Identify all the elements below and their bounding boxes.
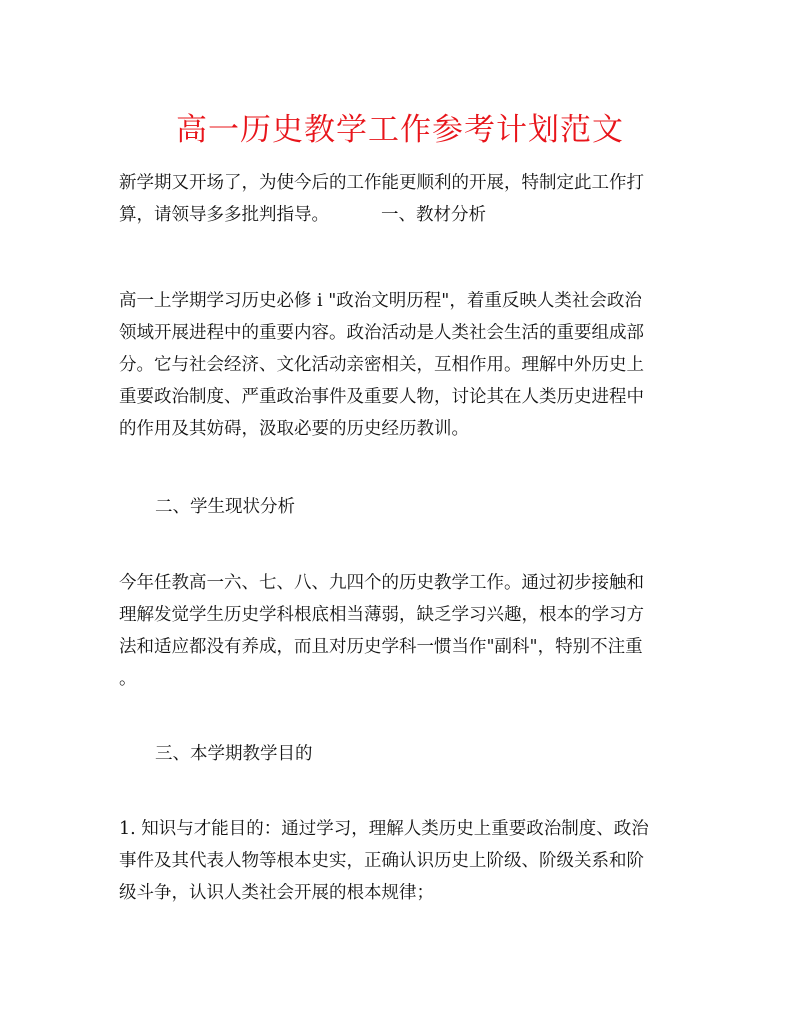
intro-line-2-text: 算，请领导多多批判指导。	[119, 205, 329, 225]
section2-line-4: 。	[119, 669, 137, 689]
section3-line-1: 1. 知识与才能目的：通过学习，理解人类历史上重要政治制度、政治	[119, 819, 649, 839]
section1-line-3: 分。它与社会经济、文化活动亲密相关，互相作用。理解中外历史上	[119, 355, 644, 375]
section3-paragraph	[119, 813, 679, 909]
section-heading-1: 一、教材分析	[381, 205, 486, 225]
section1-line-4: 重要政治制度、严重政治事件及重要人物，讨论其在人类历史进程中	[119, 387, 644, 407]
section-heading-2: 二、学生现状分析	[155, 497, 295, 517]
intro-line-1: 新学期又开场了，为使今后的工作能更顺利的开展，特制定此工作打	[119, 173, 644, 193]
section1-paragraph	[119, 285, 679, 445]
section2-paragraph	[119, 567, 679, 695]
section-heading-3-block	[119, 738, 679, 770]
section-heading-3: 三、本学期教学目的	[155, 744, 313, 764]
document-title: 高一历史教学工作参考计划范文	[176, 112, 624, 148]
section2-line-2: 理解发觉学生历史学科根底相当薄弱，缺乏学习兴趣，根本的学习方	[119, 605, 644, 625]
intro-line-2	[119, 199, 679, 231]
intro-paragraph	[119, 167, 679, 231]
section1-line-1: 高一上学期学习历史必修 i "政治文明历程"，着重反映人类社会政治	[119, 291, 642, 311]
section1-line-5: 的作用及其妨碍，汲取必要的历史经历教训。	[119, 419, 469, 439]
section2-line-3: 法和适应都没有养成，而且对历史学科一惯当作"副科"，特别不注重	[119, 637, 643, 657]
section3-line-2: 事件及其代表人物等根本史实，正确认识历史上阶级、阶级关系和阶	[119, 851, 644, 871]
section1-line-2: 领域开展进程中的重要内容。政治活动是人类社会生活的重要组成部	[119, 323, 644, 343]
section-heading-2-block	[119, 491, 679, 523]
section3-line-3: 级斗争，认识人类社会开展的根本规律；	[119, 883, 434, 903]
section2-line-1: 今年任教高一六、七、八、九四个的历史教学工作。通过初步接触和	[119, 573, 644, 593]
